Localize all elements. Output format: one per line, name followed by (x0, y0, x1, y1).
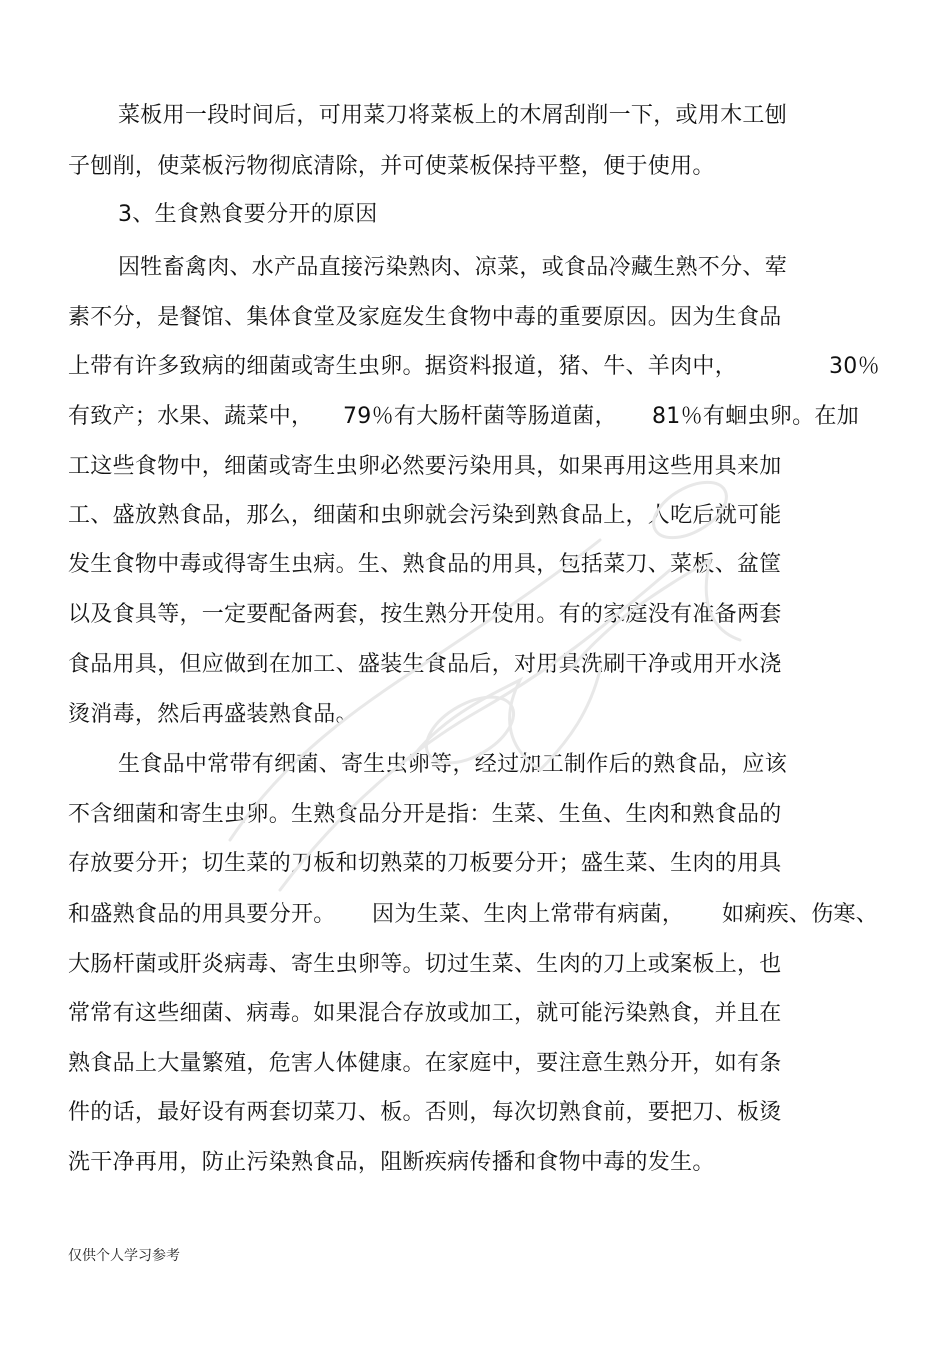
text-fragment: 81％有蛔虫卵。在加 (652, 404, 859, 429)
text-line: 存放要分开；切生菜的刀板和切熟菜的刀板要分开；盛生菜、生肉的用具 (68, 851, 782, 876)
page-footer: 仅供个人学习参考 (68, 1248, 180, 1264)
text-fragment: 79％有大肠杆菌等肠道菌， (343, 404, 617, 429)
text-line: 常常有这些细菌、病毒。如果混合存放或加工，就可能污染熟食，并且在 (68, 1001, 782, 1026)
text-line: 因牲畜禽肉、水产品直接污染熟肉、凉菜，或食品冷藏生熟不分、荤 (118, 255, 788, 280)
text-line: 大肠杆菌或肝炎病毒、寄生虫卵等。切过生菜、生肉的刀上或案板上，也 (68, 952, 782, 977)
text-line: 不含细菌和寄生虫卵。生熟食品分开是指：生菜、生鱼、生肉和熟食品的 (68, 802, 782, 827)
text-fragment: 因为生菜、生肉上常带有病菌， (372, 902, 685, 927)
text-fragment: 和盛熟食品的用具要分开。 (68, 902, 336, 927)
text-line: 素不分，是餐馆、集体食堂及家庭发生食物中毒的重要原因。因为生食品 (68, 305, 782, 330)
text-line: 菜板用一段时间后，可用菜刀将菜板上的木屑刮削一下，或用木工刨 (118, 103, 788, 128)
text-line: 工这些食物中，细菌或寄生虫卵必然要污染用具，如果再用这些用具来加 (68, 454, 782, 479)
text-line: 洗干净再用，防止污染熟食品，阻断疾病传播和食物中毒的发生。 (68, 1150, 715, 1175)
section-heading: 3、生食熟食要分开的原因 (118, 202, 378, 227)
text-line: 件的话，最好设有两套切菜刀、板。否则，每次切熟食前，要把刀、板烫 (68, 1100, 782, 1125)
text-line: 烫消毒，然后再盛装熟食品。 (68, 702, 358, 727)
text-fragment: 有致产；水果、蔬菜中， (68, 404, 314, 429)
text-fragment: 30％ (829, 354, 880, 379)
text-line: 生食品中常带有细菌、寄生虫卵等，经过加工制作后的熟食品，应该 (118, 752, 788, 777)
text-line: 食品用具，但应做到在加工、盛装生食品后，对用具洗刷干净或用开水浇 (68, 652, 782, 677)
text-fragment: 如痢疾、伤寒、 (722, 902, 879, 927)
text-line: 熟食品上大量繁殖，危害人体健康。在家庭中，要注意生熟分开，如有条 (68, 1051, 782, 1076)
text-line: 工、盛放熟食品，那么，细菌和虫卵就会污染到熟食品上，人吃后就可能 (68, 503, 782, 528)
text-line: 以及食具等，一定要配备两套，按生熟分开使用。有的家庭没有准备两套 (68, 602, 782, 627)
text-line: 发生食物中毒或得寄生虫病。生、熟食品的用具，包括菜刀、菜板、盆筐 (68, 552, 782, 577)
text-line: 子刨削，使菜板污物彻底清除，并可使菜板保持平整，便于使用。 (68, 154, 715, 179)
text-line: 上带有许多致病的细菌或寄生虫卵。据资料报道，猪、牛、羊肉中， (68, 354, 738, 379)
